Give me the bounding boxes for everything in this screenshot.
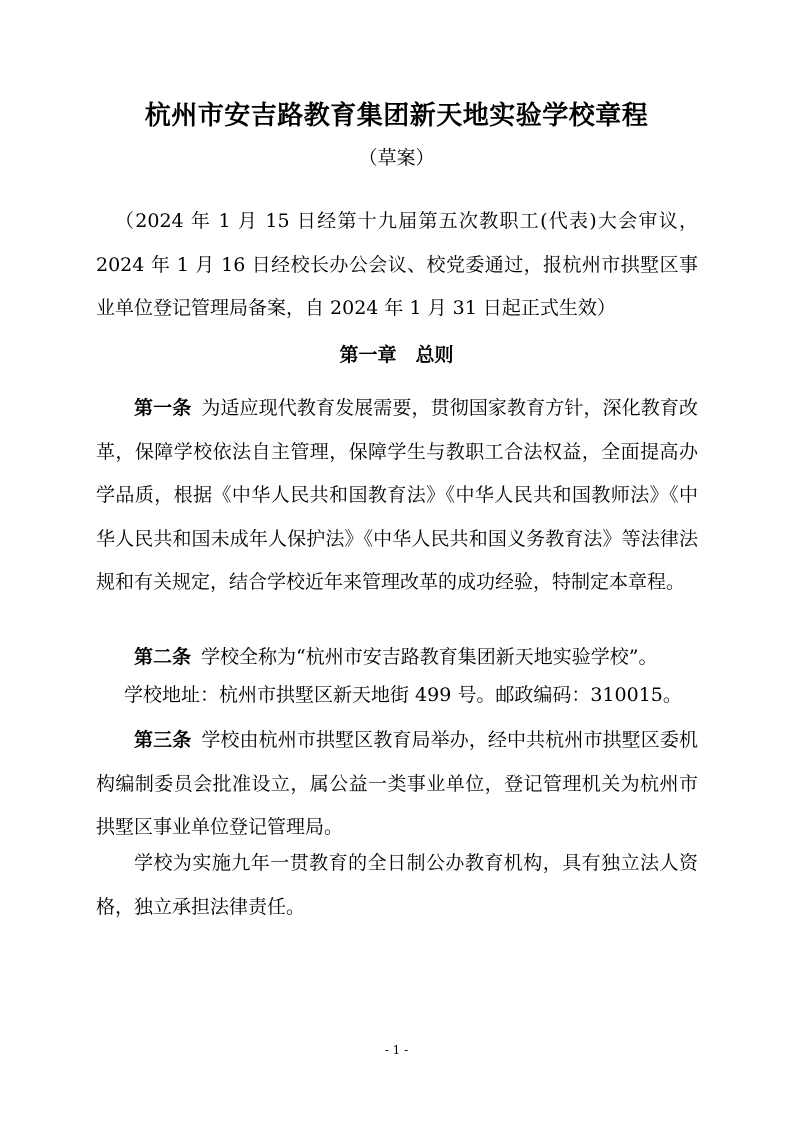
chapter-title: 第一章 总则 — [339, 344, 454, 366]
article-text: 学校由杭州市拱墅区教育局举办，经中共杭州市拱墅区委机构编制委员会批准设立，属公益一类事业单位，登记管理机关为杭州市拱墅区事业单位登记管理局。 — [96, 729, 698, 838]
article-text: 为适应现代教育发展需要，贯彻国家教育方针，深化教育改革，保障学校依法自主管理，保障学生与教职工合法权益，全面提高办学品质，根据《中华人民共和国教育法》《中华人民共和国教师法》《中华人民共和国未成年人保护法》《中华人民共和国义务教育法》等法律法规和有关规定，结合学校近年来管理改革的成功经验，特制定本章程。 — [96, 397, 698, 593]
article-2 — [96, 636, 698, 680]
article-3 — [96, 719, 698, 850]
article-3-paragraph-2: 学校为实施九年一贯教育的全日制公办教育机构，具有独立法人资格，独立承担法律责任。 — [96, 852, 698, 918]
article-label: 第三条 — [134, 729, 192, 751]
article-text: 学校全称为“杭州市安吉路教育集团新天地实验学校”。 — [201, 646, 658, 668]
page-number: - 1 - — [384, 1043, 409, 1057]
school-address: 学校地址：杭州市拱墅区新天地街 499 号。邮政编码：310015。 — [124, 684, 682, 706]
article-label: 第二条 — [134, 646, 192, 668]
article-1 — [96, 387, 698, 605]
adoption-note: （2024 年 1 月 15 日经第十九届第五次教职工(代表)大会审议，2024 年 1 月 16 日经校长办公会议、校党委通过，报杭州市拱墅区事业单位登记管理局备案，自 2024 年 1 月 31 日起正式生效） — [96, 210, 698, 319]
document-title: 杭州市安吉路教育集团新天地实验学校章程 — [144, 101, 649, 131]
document-subtitle: （草案） — [358, 147, 435, 169]
article-label: 第一条 — [134, 397, 192, 419]
